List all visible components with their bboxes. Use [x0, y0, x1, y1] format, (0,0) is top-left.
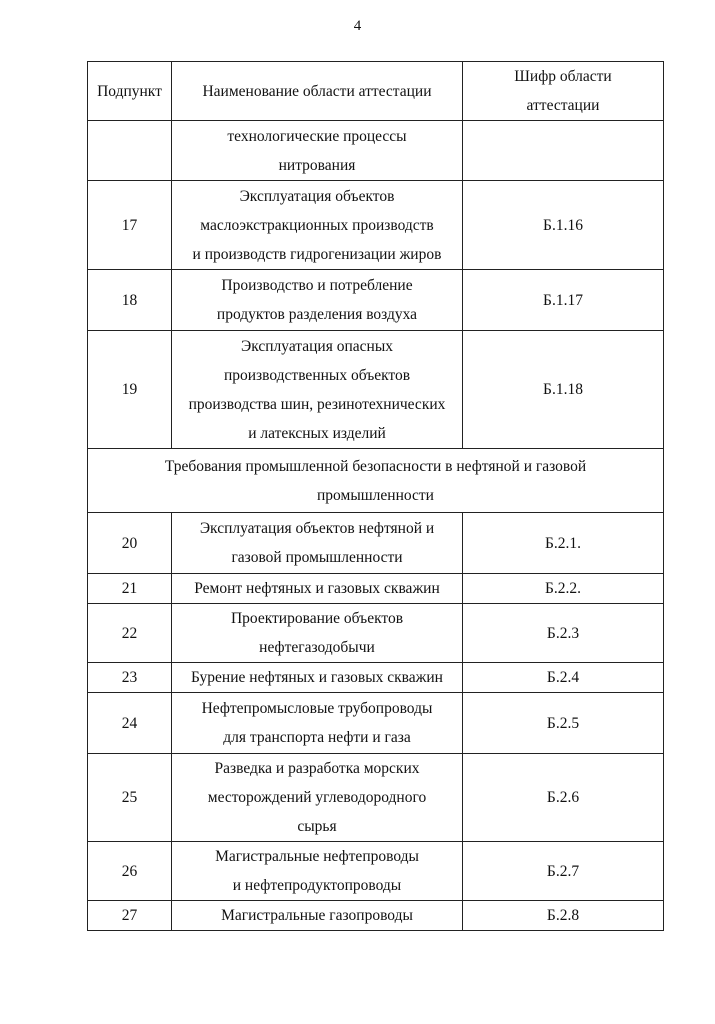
row-name-line: сырья — [297, 818, 337, 835]
row-name-line: Ремонт нефтяных и газовых скважин — [194, 580, 440, 597]
row-name-line: продуктов разделения воздуха — [216, 306, 418, 323]
table-row — [88, 270, 664, 331]
row-name-line: Эксплуатация объектов нефтяной и — [199, 520, 435, 537]
row-name-line: Магистральные нефтепроводы — [215, 848, 419, 865]
header-code-line2: аттестации — [526, 97, 600, 114]
row-name-line: производственных объектов — [223, 366, 411, 384]
row-name — [172, 693, 463, 754]
row-name — [172, 513, 463, 574]
attestation-table — [87, 61, 664, 931]
page-number: 4 — [353, 18, 362, 34]
row-code: Б.1.16 — [463, 181, 664, 270]
row-code: Б.2.1. — [463, 513, 664, 574]
row-number: 21 — [88, 574, 172, 604]
table-row — [88, 331, 664, 449]
row-number: 23 — [88, 663, 172, 693]
section-heading-line: промышленности — [317, 486, 434, 504]
row-code: Б.2.2. — [463, 574, 664, 604]
table-row — [88, 181, 664, 270]
table-row — [88, 574, 664, 604]
header-code-line1: Шифр области — [514, 68, 612, 85]
row-code: Б.2.4 — [463, 663, 664, 693]
row-code: Б.2.5 — [463, 693, 664, 754]
table-row — [88, 604, 664, 663]
row-code — [463, 121, 664, 181]
row-name — [172, 270, 463, 331]
row-number: 19 — [88, 331, 172, 449]
row-name-line: Бурение нефтяных и газовых скважин — [191, 669, 443, 686]
section-heading-row — [88, 449, 664, 513]
header-code — [463, 62, 664, 121]
row-name — [172, 121, 463, 181]
row-name-line: для транспорта нефти и газа — [223, 729, 411, 746]
row-name-line: Разведка и разработка морских — [214, 760, 420, 777]
row-name-line: газовой промышленности — [231, 549, 403, 566]
row-name — [172, 604, 463, 663]
row-number: 22 — [88, 604, 172, 663]
row-number: 17 — [88, 181, 172, 270]
row-number: 18 — [88, 270, 172, 331]
row-code: Б.2.6 — [463, 754, 664, 842]
table-row — [88, 121, 664, 181]
row-name — [172, 901, 463, 931]
row-code: Б.1.18 — [463, 331, 664, 449]
row-number: 20 — [88, 513, 172, 574]
row-number: 27 — [88, 901, 172, 931]
row-name-line: и нефтепродуктопроводы — [232, 877, 402, 894]
row-name-line: производства шин, резинотехнических — [188, 395, 446, 413]
row-code: Б.2.3 — [463, 604, 664, 663]
row-name-line: нитрования — [278, 156, 356, 174]
row-number — [88, 121, 172, 181]
row-name-line: Производство и потребление — [221, 277, 413, 294]
section-heading-line: Требования промышленной безопасности в нефтяной и газовой — [164, 457, 587, 475]
table-row — [88, 842, 664, 901]
table-row — [88, 663, 664, 693]
row-name-line: и производств гидрогенизации жиров — [192, 245, 442, 263]
table-row — [88, 693, 664, 754]
row-name-line: Эксплуатация опасных — [240, 337, 393, 355]
table-row — [88, 754, 664, 842]
row-name — [172, 574, 463, 604]
table-header-row — [88, 62, 664, 121]
row-name-line: Магистральные газопроводы — [221, 907, 413, 924]
row-name — [172, 754, 463, 842]
row-code: Б.2.7 — [463, 842, 664, 901]
row-name-line: Эксплуатация объектов — [239, 187, 395, 205]
row-name — [172, 842, 463, 901]
row-name — [172, 331, 463, 449]
table-row — [88, 513, 664, 574]
row-number: 24 — [88, 693, 172, 754]
row-number: 26 — [88, 842, 172, 901]
row-name-line: маслоэкстракционных производств — [200, 216, 434, 234]
row-name-line: технологические процессы — [227, 127, 407, 145]
row-code: Б.2.8 — [463, 901, 664, 931]
row-name — [172, 663, 463, 693]
row-name — [172, 181, 463, 270]
row-number: 25 — [88, 754, 172, 842]
row-name-line: и латексных изделий — [248, 424, 386, 442]
row-name-line: Проектирование объектов — [230, 610, 404, 627]
row-name-line: месторождений углеводородного — [207, 789, 427, 806]
header-subitem: Подпункт — [88, 62, 172, 121]
header-name: Наименование области аттестации — [172, 62, 463, 121]
row-code: Б.1.17 — [463, 270, 664, 331]
row-name-line: нефтегазодобычи — [259, 639, 375, 656]
table-row — [88, 901, 664, 931]
section-heading — [88, 449, 664, 513]
row-name-line: Нефтепромысловые трубопроводы — [201, 700, 433, 717]
